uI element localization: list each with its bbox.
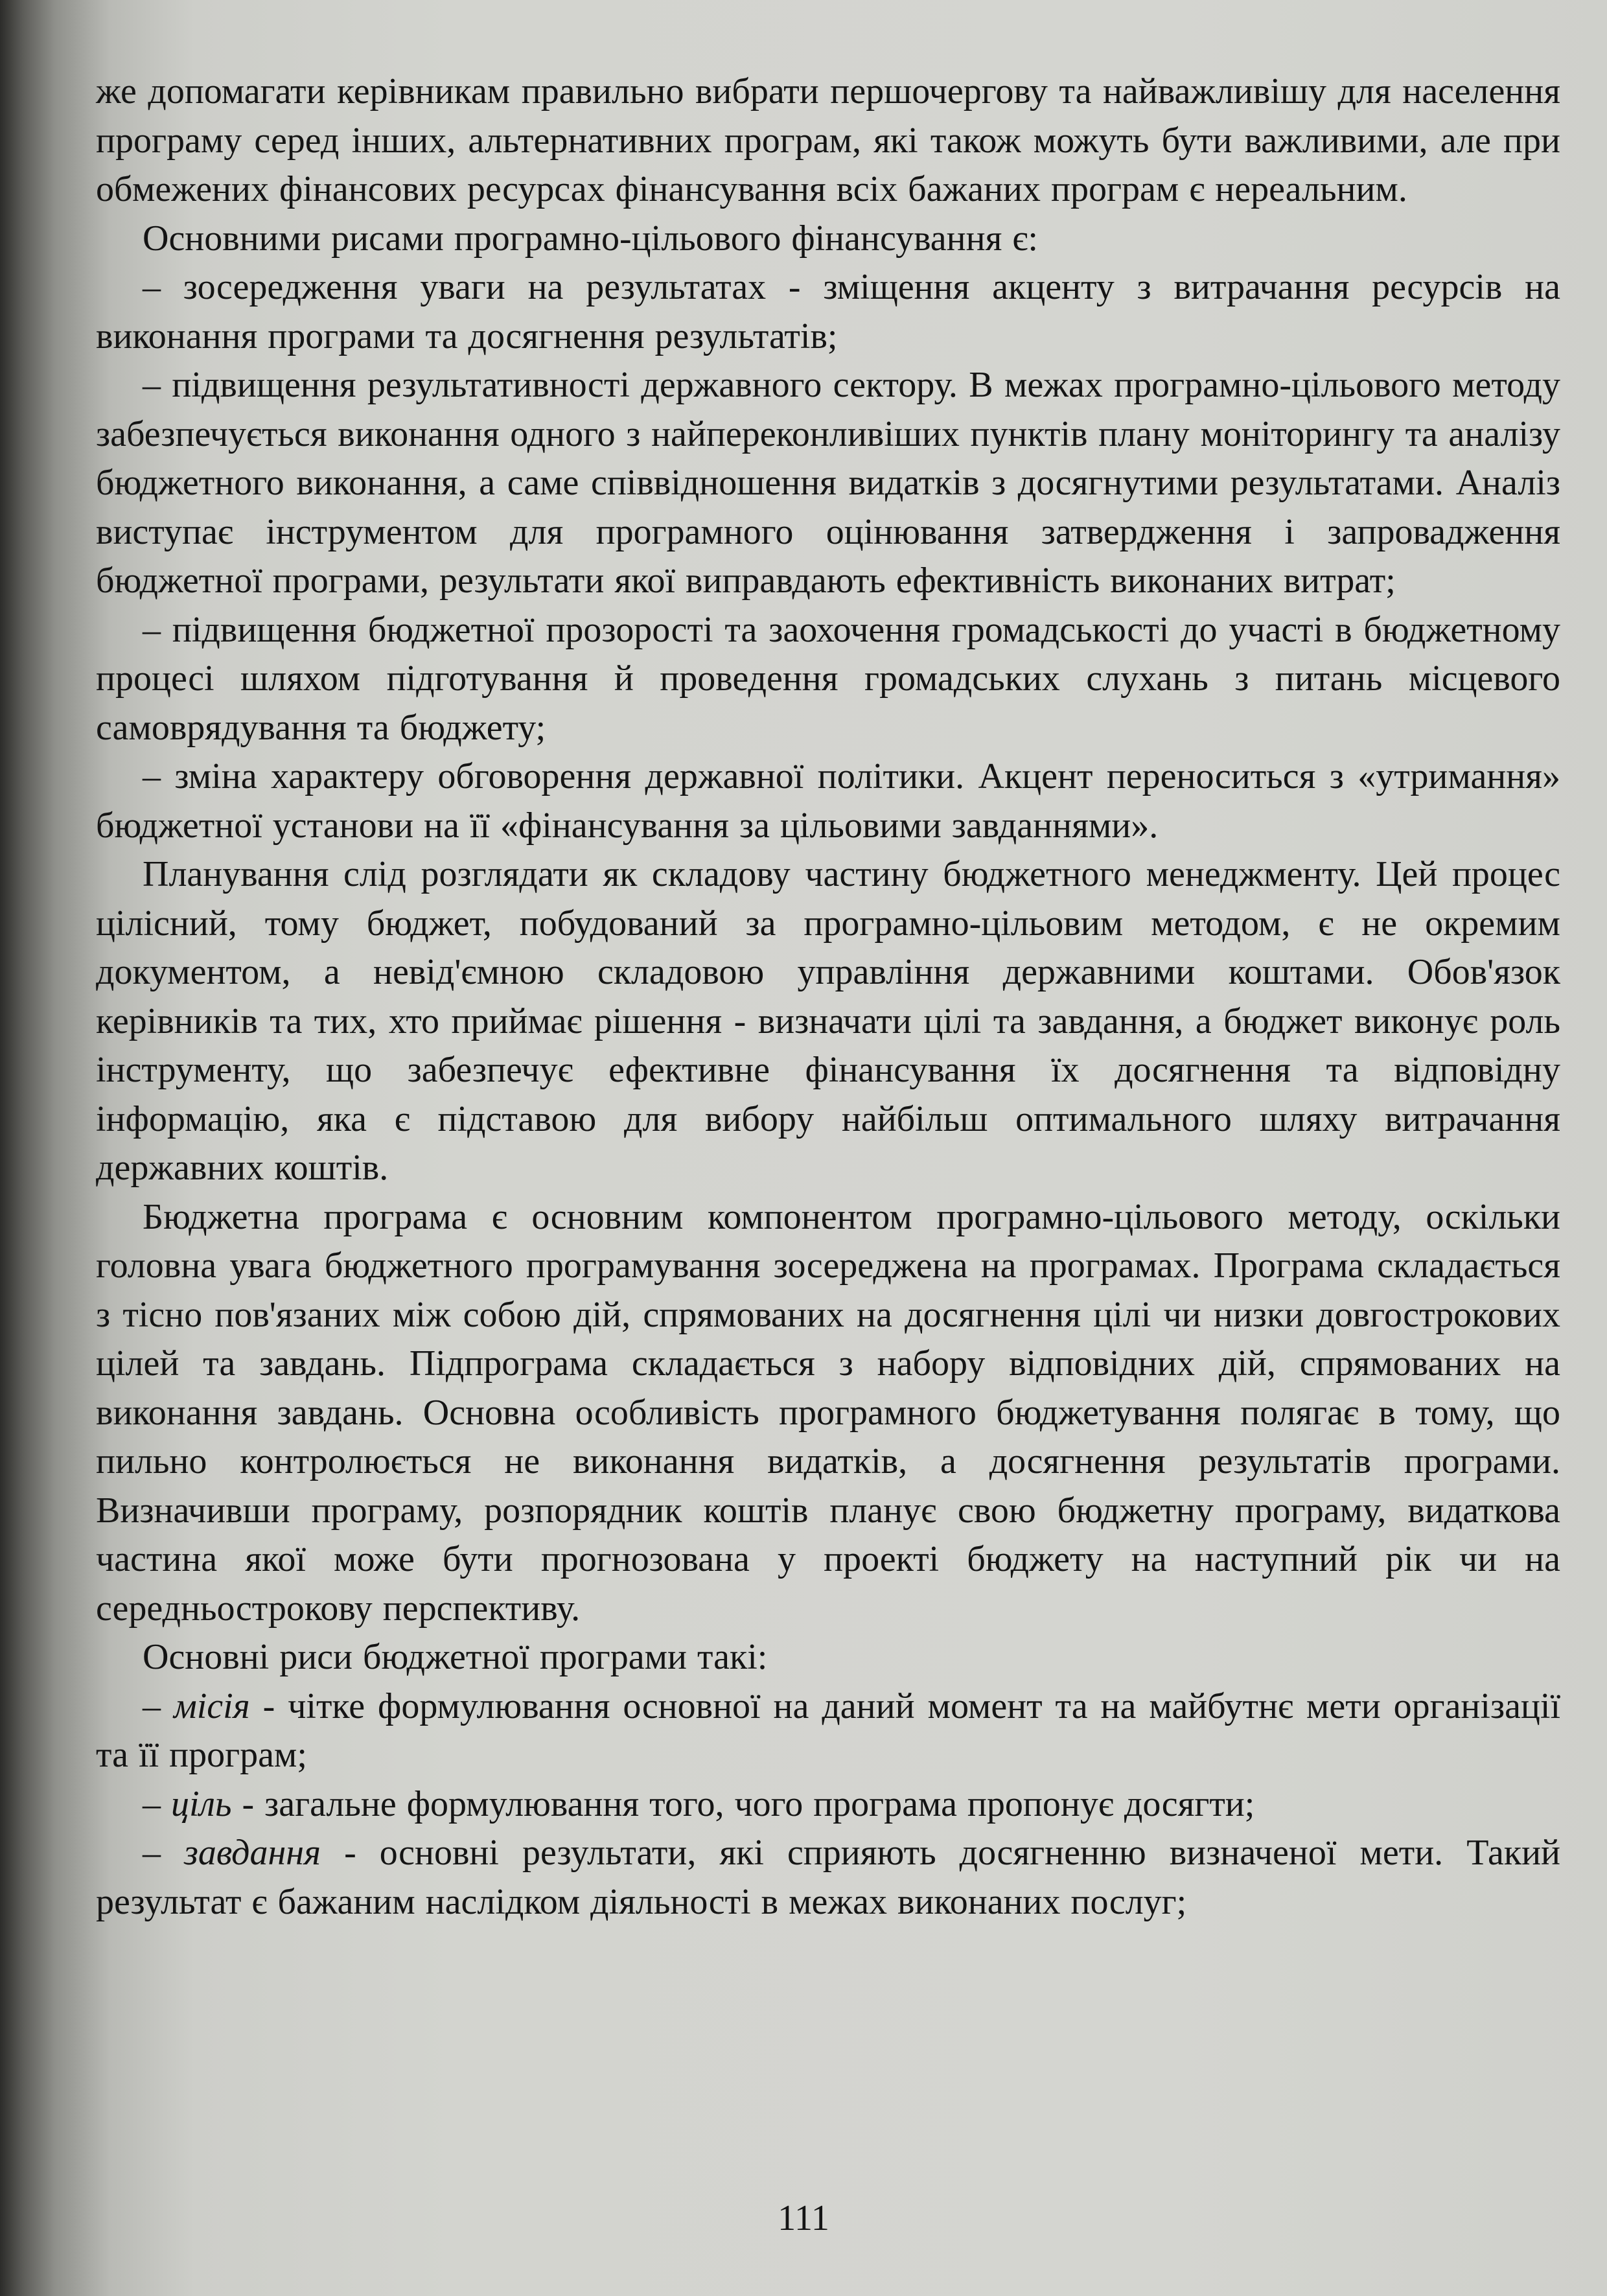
list-item-focus-results: – зосередження уваги на результатах - зміщення акценту з витрачання ресурсів на виконання програми та досягнення результатів; [96, 267, 1560, 356]
list-item-tasks [96, 1829, 1560, 1927]
paragraph-planning: Планування слід розглядати як складову частину бюджетного менеджменту. Цей процес цілісний, тому бюджет, побудований за програмно-цільовим методом, є не окремим документом, а невід'ємною складовою управління державними коштами. Обов'язок керівників та тих, хто приймає рішення - визначати цілі та завдання, а бюджет виконує роль інструменту, що забезпечує ефективне фінансування їх досягнення та відповідну інформацію, яка є підставою для вибору найбільш оптимального шляху витрачання державних коштів. [96, 854, 1560, 1188]
term-tasks: завдання [184, 1833, 321, 1873]
term-mission: місія [173, 1686, 250, 1726]
list-item-budget-transparency: – підвищення бюджетної прозорості та заохочення громадськості до участі в бюджетному процесі шляхом підготування й проведення громадських слухань з питань місцевого самоврядування та бюджету; [96, 609, 1560, 748]
list-item-mission [96, 1682, 1560, 1780]
paragraph-budget-program: Бюджетна програма є основним компонентом програмно-цільового методу, оскільки головна увага бюджетного програмування зосереджена на програмах. Програма складається з тісно пов'язаних між собою дій, спрямованих на досягнення цілі чи низки довгострокових цілей та завдань. Підпрограма складається з набору відповідних дій, спрямованих на виконання завдань. Основна особливість програмного бюджетування полягає в тому, що пильно контролюється не виконання видатків, а досягнення результатів програми. Визначивши програму, розпорядник коштів планує свою бюджетну програму, видаткова частина якої може бути прогнозована у проекті бюджету на наступний рік чи на середньострокову перспективу. [96, 1196, 1560, 1629]
term-goal: ціль [171, 1783, 232, 1824]
definition-goal: - загальне формулювання того, чого програма пропонує досягти; [231, 1783, 1255, 1824]
paragraph-continuation: же допомагати керівникам правильно вибрати першочергову та найважливішу для населення програму серед інших, альтернативних програм, які також можуть бути важливими, але при обмежених фінансових ресурсах фінансування всіх бажаних програм є нереальним. [96, 71, 1560, 209]
dash-marker: – [143, 1833, 185, 1873]
definition-tasks: - основні результати, які сприяють досягненню визначеної мети. Такий результат є бажаним наслідком діяльності в межах виконаних послуг; [96, 1833, 1560, 1922]
definition-mission: - чітке формулювання основної на даний момент та на майбутнє мети організації та її програм; [96, 1686, 1561, 1775]
dash-marker: – [143, 1783, 171, 1824]
list-item-public-sector-efficiency: – підвищення результативності державного сектору. В межах програмно-цільового методу забезпечується виконання одного з найпереконливіших пунктів плану моніторингу та аналізу бюджетного виконання, а саме співвідношення видатків з досягнутими результатами. Аналіз виступає інструментом для програмного оцінювання затвердження і запровадження бюджетної програми, результати якої виправдають ефективність виконаних витрат; [96, 365, 1560, 601]
paragraph-features-intro: Основними рисами програмно-цільового фінансування є: [143, 218, 1038, 259]
dash-marker: – [143, 1686, 174, 1726]
page-number: 111 [778, 2198, 829, 2238]
body-text [96, 67, 1560, 1927]
paragraph-program-features-intro: Основні риси бюджетної програми такі: [143, 1637, 768, 1677]
list-item-policy-discussion: – зміна характеру обговорення державної політики. Акцент переноситься з «утримання» бюджетної установи на її «фінансування за цільовими завданнями». [96, 756, 1560, 846]
list-item-goal [96, 1780, 1560, 1829]
